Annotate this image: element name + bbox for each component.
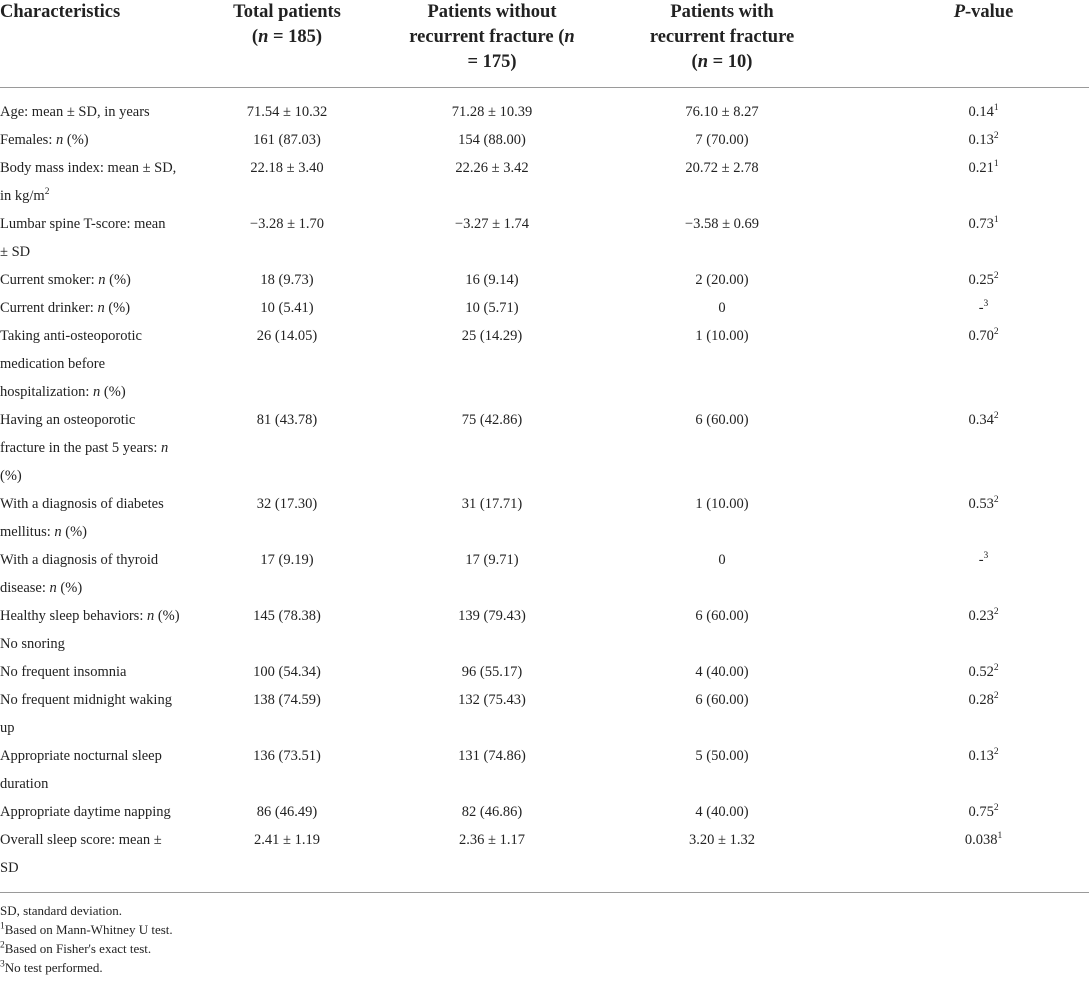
row-characteristic-label: Appropriate nocturnal sleep duration	[0, 748, 162, 792]
row-with-value: 2 (20.00)	[695, 272, 749, 288]
row-p-value: -$^3$	[978, 299, 989, 316]
table-header	[0, 0, 1089, 88]
row-total-value: −3.28 ± 1.70	[249, 216, 325, 232]
row-without-value: 2.36 ± 1.17	[459, 832, 525, 848]
row-total-value: 2.41 ± 1.19	[254, 832, 320, 848]
row-with-value: −3.58 ± 0.69	[684, 216, 760, 232]
row-total-value: 138 (74.59)	[253, 692, 321, 708]
row-total-value: 161 (87.03)	[253, 132, 321, 148]
row-with-value: 0	[718, 552, 726, 568]
row-p-value: 0.70$^2$	[968, 327, 999, 344]
row-without-value: 131 (74.86)	[458, 748, 526, 764]
footnote-1: $^1$Based on Mann-Whitney U test.	[0, 921, 173, 937]
row-characteristic-label: With a diagnosis of diabetes mellitus: n (%)	[0, 496, 164, 540]
table-row	[0, 546, 1089, 602]
row-characteristic-label: Current drinker: n (%)	[0, 300, 131, 316]
table-row	[0, 826, 1089, 892]
table-row	[0, 88, 1089, 127]
row-characteristic-label: Overall sleep score: mean ± SD	[0, 832, 162, 876]
table-row	[0, 266, 1089, 294]
table-row	[0, 490, 1089, 546]
row-without-value: 17 (9.71)	[465, 552, 519, 568]
header-patients-without: Patients without recurrent fracture (n = 175)	[378, 0, 606, 88]
row-total-value: 17 (9.19)	[260, 552, 314, 568]
row-characteristic-label: Females: n (%)	[0, 132, 89, 148]
row-characteristic-label: Lumbar spine T-score: mean ± SD	[0, 216, 166, 260]
table-row	[0, 742, 1089, 798]
row-without-value: 154 (88.00)	[458, 132, 526, 148]
row-characteristic-label: No frequent insomnia	[0, 664, 127, 680]
row-p-value: 0.73$^1$	[968, 215, 999, 232]
table-row	[0, 798, 1089, 826]
row-total-value: 86 (46.49)	[256, 804, 318, 820]
row-with-value: 1 (10.00)	[695, 328, 749, 344]
row-without-value: 139 (79.43)	[458, 608, 526, 624]
row-p-value: 0.14$^1$	[968, 103, 999, 120]
table-row	[0, 126, 1089, 154]
row-characteristic-label: Having an osteoporotic fracture in the past 5 years: n (%)	[0, 412, 169, 484]
row-p-value: 0.52$^2$	[968, 663, 999, 680]
row-without-value: 75 (42.86)	[461, 412, 523, 428]
table-row	[0, 294, 1089, 322]
row-p-value: -$^3$	[978, 551, 989, 568]
row-with-value: 3.20 ± 1.32	[689, 832, 755, 848]
row-total-value: 10 (5.41)	[260, 300, 314, 316]
row-with-value: 76.10 ± 8.27	[685, 104, 759, 120]
row-characteristic-label: Body mass index: mean ± SD, in $kg/m^2$	[0, 160, 177, 204]
header-total-patients: Total patients (n = 185)	[196, 0, 378, 88]
row-characteristic-label: Taking anti-osteoporotic medication before hospitalization: n (%)	[0, 328, 142, 400]
row-without-value: 31 (17.71)	[461, 496, 523, 512]
footnote-3: $^3$No test performed.	[0, 959, 103, 975]
row-without-value: 82 (46.86)	[461, 804, 523, 820]
row-characteristic-label: Healthy sleep behaviors: n (%) No snoring	[0, 608, 180, 652]
table-row	[0, 322, 1089, 406]
row-total-value: 100 (54.34)	[253, 664, 321, 680]
table-row	[0, 154, 1089, 210]
table-row	[0, 210, 1089, 266]
row-without-value: 132 (75.43)	[458, 692, 526, 708]
row-total-value: 71.54 ± 10.32	[246, 104, 328, 120]
row-without-value: 16 (9.14)	[465, 272, 519, 288]
row-total-value: 26 (14.05)	[256, 328, 318, 344]
row-with-value: 0	[718, 300, 726, 316]
row-p-value: 0.038$^1$	[964, 831, 1003, 848]
row-p-value: 0.34$^2$	[968, 411, 999, 428]
row-with-value: 4 (40.00)	[695, 804, 749, 820]
row-p-value: 0.28$^2$	[968, 691, 999, 708]
row-without-value: −3.27 ± 1.74	[454, 216, 530, 232]
row-p-value: 0.13$^2$	[968, 747, 999, 764]
row-p-value: 0.13$^2$	[968, 131, 999, 148]
row-with-value: 6 (60.00)	[695, 608, 749, 624]
row-characteristic-label: Age: mean ± SD, in years	[0, 104, 150, 120]
table-footnotes	[0, 893, 1089, 977]
row-with-value: 1 (10.00)	[695, 496, 749, 512]
header-patients-with: Patients with recurrent fracture (n = 10)	[606, 0, 838, 88]
row-total-value: 145 (78.38)	[253, 608, 321, 624]
row-p-value: 0.53$^2$	[968, 495, 999, 512]
row-characteristic-label: Current smoker: n (%)	[0, 272, 131, 288]
table-row	[0, 658, 1089, 686]
header-p-value: P-value	[838, 0, 1089, 88]
row-with-value: 6 (60.00)	[695, 412, 749, 428]
row-p-value: 0.25$^2$	[968, 271, 999, 288]
row-p-value: 0.75$^2$	[968, 803, 999, 820]
footnote-2: $^2$Based on Fisher's exact test.	[0, 940, 152, 956]
table-row	[0, 686, 1089, 742]
row-with-value: 6 (60.00)	[695, 692, 749, 708]
table-body	[0, 88, 1089, 893]
header-characteristics: Characteristics	[0, 0, 196, 88]
row-with-value: 7 (70.00)	[695, 132, 749, 148]
table-row	[0, 602, 1089, 658]
row-without-value: 96 (55.17)	[461, 664, 523, 680]
row-without-value: 25 (14.29)	[461, 328, 523, 344]
row-total-value: 32 (17.30)	[256, 496, 318, 512]
row-characteristic-label: No frequent midnight waking up	[0, 692, 172, 736]
row-total-value: 81 (43.78)	[256, 412, 318, 428]
row-without-value: 22.26 ± 3.42	[455, 160, 529, 176]
row-with-value: 4 (40.00)	[695, 664, 749, 680]
row-total-value: 18 (9.73)	[260, 272, 314, 288]
row-without-value: 10 (5.71)	[465, 300, 519, 316]
row-characteristic-label: With a diagnosis of thyroid disease: n (%)	[0, 552, 159, 596]
row-p-value: 0.21$^1$	[968, 159, 999, 176]
row-total-value: 136 (73.51)	[253, 748, 321, 764]
row-with-value: 5 (50.00)	[695, 748, 749, 764]
row-characteristic-label: Appropriate daytime napping	[0, 804, 171, 820]
table-row	[0, 406, 1089, 490]
footnote-abbreviation: SD, standard deviation.	[0, 903, 123, 918]
row-with-value: 20.72 ± 2.78	[685, 160, 759, 176]
row-without-value: 71.28 ± 10.39	[451, 104, 533, 120]
row-p-value: 0.23$^2$	[968, 607, 999, 624]
row-total-value: 22.18 ± 3.40	[250, 160, 324, 176]
